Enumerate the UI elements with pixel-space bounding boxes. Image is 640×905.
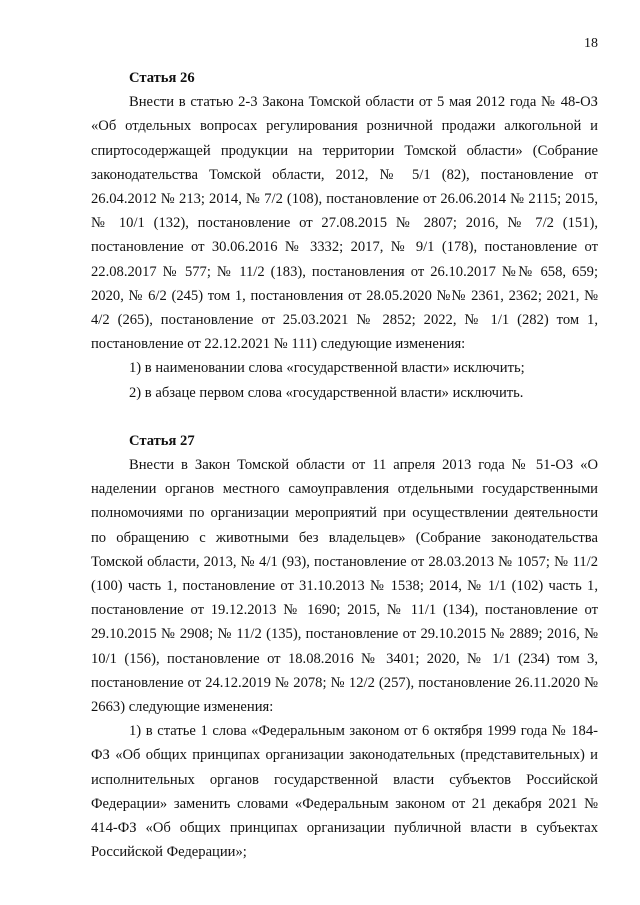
amendment-item: 1) в наименовании слова «государственной власти» исключить; xyxy=(129,360,525,377)
article-heading: Статья 27 xyxy=(129,432,195,449)
article-intro: Внести в Закон Томской области от 11 апреля 2013 года № 51-ОЗ «О наделении органов местного самоуправления отдельными государственными полномочиями по организации мероприятий при осуществлении деятельности по обращению с животными без владельцев» (Собрание законодательства Томской области, 2013, № 4/1 (93), постановление от 28.03.2013 № 1057; № 11/2 (100) часть 1, постановление от 31.10.2013 № 1538; 2014, № 1/1 (102) часть 1, постановление от 19.12.2013 № 1690; 2015, № 11/1 (134), постановление от 29.10.2015 № 2908; № 11/2 (135), постановление от 29.10.2015 № 2889; 2016, № 10/1 (156), постановление от 18.08.2016 № 3401; 2020, № 1/1 (234) том 3, постановление от 24.12.2019 № 2078; № 12/2 (257), постановление 26.11.2020 № 2663) следующие изменения: xyxy=(91,457,598,716)
amendment-item: 1) в статье 1 слова «Федеральным законом от 6 октября 1999 года № 184-ФЗ «Об общих принципах организации законодательных (представительных) и исполнительных органов государственной власти субъектов Российской Федерации» заменить словами «Федеральным законом от 21 декабря 2021 № 414-ФЗ «Об общих принципах организации публичной власти в субъектах Российской Федерации»; xyxy=(91,723,598,861)
article-26 xyxy=(91,66,598,405)
document-body xyxy=(91,66,598,865)
article-27 xyxy=(91,429,598,865)
article-heading: Статья 26 xyxy=(129,70,195,86)
section-spacer xyxy=(91,405,598,429)
page-number: 18 xyxy=(584,36,598,51)
amendment-item: 2) в абзаце первом слова «государственной власти» исключить. xyxy=(129,384,524,401)
article-intro: Внести в статью 2-3 Закона Томской области от 5 мая 2012 года № 48-ОЗ «Об отдельных вопросах регулирования розничной продажи алкогольной и спиртосодержащей продукции на территории Томской области» (Собрание законодательства Томской области, 2012, № 5/1 (82), постановление от 26.04.2012 № 213; 2014, № 7/2 (108), постановление от 26.06.2014 № 2115; 2015, № 10/1 (132), постановление от 27.08.2015 № 2807; 2016, № 7/2 (151), постановление от 30.06.2016 № 3332; 2017, № 9/1 (178), постановление от 22.08.2017 № 577; № 11/2 (183), постановления от 26.10.2017 №№ 658, 659; 2020, № 6/2 (245) том 1, постановления от 28.05.2020 №№ 2361, 2362; 2021, № 4/2 (265), постановление от 25.03.2021 № 2852; 2022, № 1/1 (282) том 1, постановление от 22.12.2021 № 111) следующие изменения: xyxy=(91,94,598,353)
